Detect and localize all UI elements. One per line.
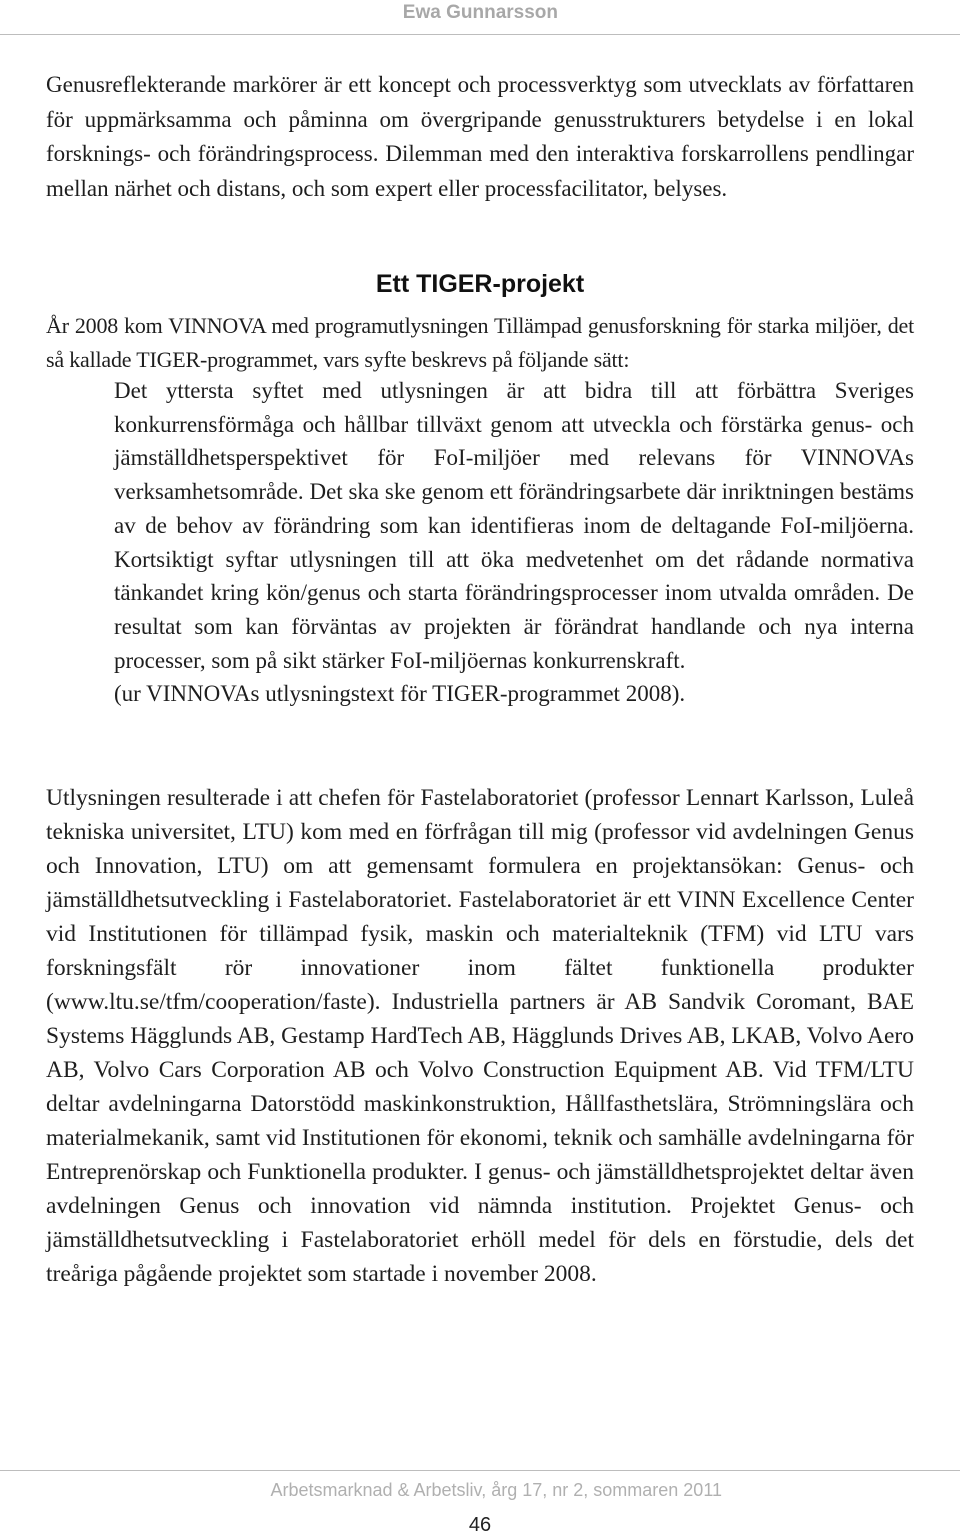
section-heading: Ett TIGER-projekt — [375, 270, 585, 298]
page-number: 46 — [468, 1514, 492, 1536]
journal-footer: Arbetsmarknad & Arbetsliv, årg 17, nr 2, sommaren 2011 — [270, 1480, 722, 1500]
intro-paragraph: Genusreflekterande markörer är ett koncept och processverktyg som utvecklats av författaren för uppmärksamma och påminna om övergripande genusstrukturers betydelse i en lokal forsknings- och förändringsprocess. Dilemman med den interaktiva forskarrollens pendlingar mellan närhet och distans, och som expert eller processfacilitator, belyses. — [46, 72, 914, 201]
running-head: Ewa Gunnarsson — [402, 2, 558, 23]
quote-text: Det yttersta syftet med utlysningen är att bidra till att förbättra Sveriges konkurrensförmåga och hållbar tillväxt genom att utveckla och förstärka genus- och jämställdhetsperspektivet för FoI-miljöer med relevans för VINNOVAs verksamhetsområde. Det ska ske genom ett förändringsarbete där inriktningen bestäms av de behov av förändring som kan identifieras inom de deltagande FoI-miljöerna. Kortsiktigt syftar utlysningen till att öka medvetenhet om det rådande normativa tänkandet kring kön/genus och starta förändringsprocesser inom utvalda områden. De resultat som kan förväntas av projekten är förändrat handlande och nya interna processer, som på sikt stärker FoI-miljöernas konkurrenskraft. — [114, 378, 914, 673]
block-quote — [114, 374, 914, 711]
quote-source: (ur VINNOVAs utlysningstext för TIGER-programmet 2008). — [114, 681, 686, 707]
body-paragraph: Utlysningen resulterade i att chefen för Fastelaboratoriet (professor Lennart Karlsson, Luleå tekniska universitet, LTU) kom med en förfrågan till mig (professor vid avdelningen Genus och Innovation, LTU) om att gemensamt formulera en projektansökan: Genus- och jämställdhetsutveckling i Fastelaboratoriet. Fastelaboratoriet är ett VINN Excellence Center vid Institutionen för tillämpad fysik, maskin och materialteknik (TFM) vid LTU vars forskningsfält rör innovationer inom fältet funktionella produkter (www.ltu.se/tfm/cooperation/faste). Industriella partners är AB Sandvik Coromant, BAE Systems Hägglunds AB, Gestamp HardTech AB, Hägglunds Drives AB, LKAB, Volvo Aero AB, Volvo Cars Corporation AB och Volvo Construction Equipment AB. Vid TFM/LTU deltar avdelningarna Datorstödd maskinkonstruktion, Hållfasthetslära, Strömningslära och materialmekanik, samt vid Institutionen för ekonomi, teknik och samhälle avdelningarna för Entreprenörskap och Funktionella produkter. I genus- och jämställdhetsprojektet deltar även avdelningen Genus och innovation vid nämnda institution. Projektet Genus- och jämställdhetsutveckling i Fastelaboratoriet erhöll medel för dels en förstudie, dels det treåriga pågående projektet som startade i november 2008. — [46, 785, 914, 1287]
lead-paragraph: År 2008 kom VINNOVA med programutlysningen Tillämpad genusforskning för starka miljöer, det så kallade TIGER-programmet, vars syfte beskrevs på följande sätt: — [46, 313, 914, 372]
header-rule — [0, 34, 960, 35]
footer-rule — [0, 1470, 960, 1471]
